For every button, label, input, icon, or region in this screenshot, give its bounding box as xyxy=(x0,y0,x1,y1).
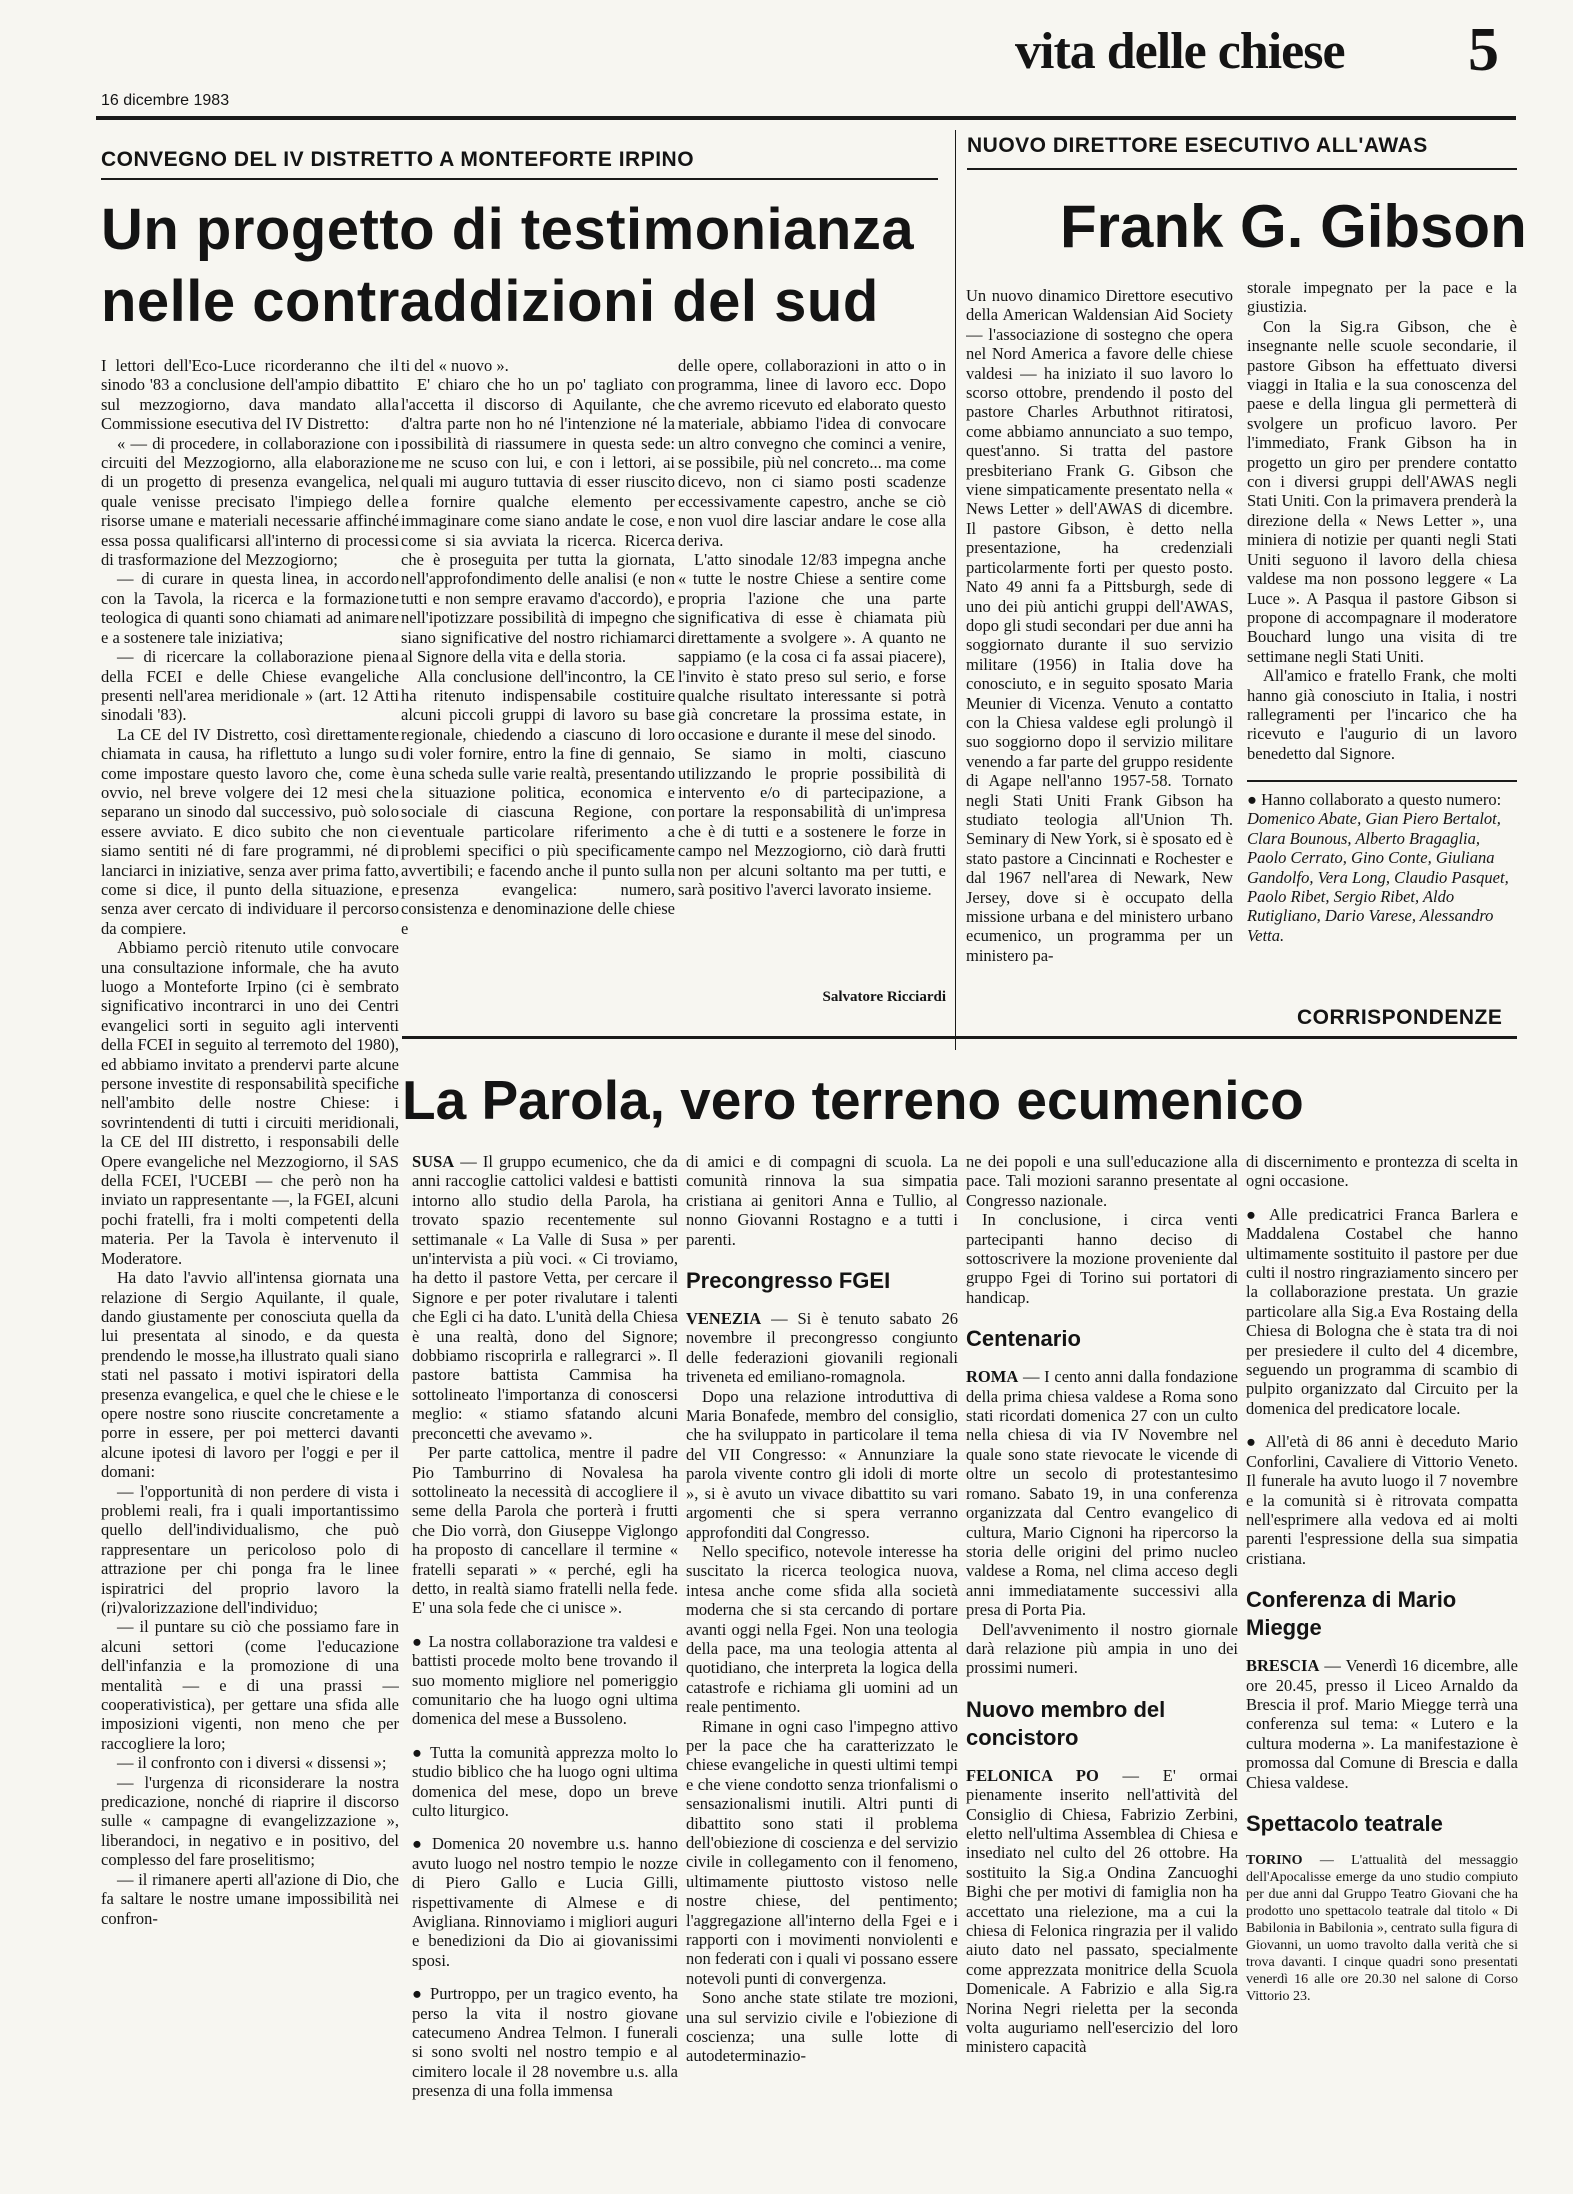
paragraph xyxy=(966,1766,1238,2057)
bullet-icon: ● xyxy=(1247,790,1262,809)
issue-date: 16 dicembre 1983 xyxy=(101,92,230,109)
article2-column-1 xyxy=(966,286,1233,1022)
bullet-paragraph xyxy=(1246,1432,1518,1568)
paragraph: Alla conclusione dell'incontro, la CE ha ritenuto indispensabile costituire alcuni piccoli gruppi di lavoro su base regionale, chiedendo a ciascuno di loro di voler fornire, entro la fine di gennaio, una scheda sulle varie realtà, presentando la situazione politica, economica e sociale di ciascuna Regione, con eventuale particolare riferimento a problemi specifici o più specificamente avvertibili; e facendo anche il punto sulla presenza evangelica: numero, consistenza e denominazione delle chiese e xyxy=(401,666,675,938)
paragraph-text: — Venerdì 16 dicembre, alle ore 20.45, presso il Liceo Arnaldo da Brescia il prof. Mario Miegge terrà una conferenza sul tema: « Lutero e la cultura moderna ». La manifestazione è promossa dal Comune di Brescia e dalla Chiesa valdese. xyxy=(1246,1656,1518,1792)
dateline-place: FELONICA PO xyxy=(966,1765,1099,1785)
masthead-section-title: vita delle chiese xyxy=(1015,23,1345,80)
article3-column-4 xyxy=(1246,1152,1518,2162)
subheading: Precongresso FGEI xyxy=(686,1268,891,1294)
masthead-rule xyxy=(96,116,1516,120)
paragraph-text: Per parte cattolica, mentre il padre Pio Tamburrino di Novalesa ha sottolineato la necessità di accogliere il seme della Parola che porterà i frutti che Dio vorrà, don Giuseppe Viglongo ha proposto di cancellare il termine « fratelli separati » « perché, egli ha detto, in realtà siamo fratelli nella fede. E' una sola fede che ci unisce ». xyxy=(412,1443,678,1618)
collaborators-box xyxy=(1247,790,1517,1020)
paragraph-text: Tutta la comunità apprezza molto lo studio biblico che ha luogo ogni ultima domenica del mese, dopo un breve culto liturgico. xyxy=(412,1742,678,1820)
paragraph-text: Alle predicatrici Franca Barlera e Maddalena Costabel che hanno ultimamente sostituito il pastore per due culti il nostro ringraziamento sincero per la collaborazione prestata. Un grazie particolare alla Sig.a Eva Rostaing della Chiesa di Bologna che è stata tra di noi per presiedere il culto del 4 dicembre, seguendo un programma di scambio di pulpito organizzato dal Circuito per la domenica del predicatore locale. xyxy=(1246,1204,1518,1418)
paragraph: Con la Sig.ra Gibson, che è insegnante nelle scuole secondarie, il pastore Gibson ha effettuato diversi viaggi in Italia e la sua conoscenza del paese e della lingua gli permetterà di svolgere un proficuo lavoro. Per l'immediato, Frank Gibson ha in progetto un giro per prendere contatto con i diversi gruppi dell'AWAS negli Stati Uniti. Con la primavera prenderà la direzione della « News Letter », una miniera di notizie per quanti negli Stati Uniti seguono il lavoro della chiesa valdese ma non possono leggere « La Luce ». A Pasqua il pastore Gibson si propone di accompagnare il moderatore Bouchard lungo una visita di tre settimane negli Stati Uniti. xyxy=(1247,316,1517,666)
paragraph-text: ne dei popoli e una sull'educazione alla pace. Tali mozioni saranno presentate al Congresso nazionale. xyxy=(966,1152,1238,1210)
paragraph-text: — L'attualità del messaggio dell'Apocalisse emerge da uno studio compiuto per due anni dal Gruppo Teatro Giovani che ha prodotto uno spettacolo teatrale dal titolo « Di Babilonia in Babilonia », centrato sulla figura di Giovanni, un uomo travolto dalla verità che si trova davanti. I cinque quadri sono presentati venerdì 16 alle ore 20.30 nel salone di Corso Vittorio 23. xyxy=(1246,1852,1518,2004)
article2-column-2 xyxy=(1247,278,1517,768)
paragraph xyxy=(1246,1152,1518,1191)
paragraph-text: Nello specifico, notevole interesse ha suscitato la ricerca teologica nuova, intesa anche come sfida alla società moderna che si sta cercando di portare avanti oggi nella Fgei. Non una teologia della pace, ma una teologia attenta al quotidiano, che interpreta la logica della catastrofe e richiama gli uomini ad un reale pentimento. xyxy=(686,1541,958,1717)
dateline-place: SUSA xyxy=(412,1152,455,1171)
dateline-place: ROMA xyxy=(966,1367,1019,1387)
paragraph: delle opere, collaborazioni in atto o in programma, linee di lavoro ecc. Dopo che avremo ricevuto ed elaborato questo materiale, abbiamo l'idea di convocare un altro convegno che cominci a venire, se possibile, più nel concreto... ma come dicevo, non ci siamo posti scadenze eccessivamente capestro, anche se ciò non vuol dire lasciar andare le cose alla deriva. xyxy=(678,356,946,550)
paragraph xyxy=(412,1443,678,1618)
paragraph: Ha dato l'avvio all'intensa giornata una relazione di Sergio Aquilante, il quale, dando giustamente per conosciuta quella da lui presentata al sinodo, e da questa prendendo le mosse,ha illustrato quali siano stati nel passato i motivi ispiratori della presenza evangelica, e quel che le chiese e le opere nostre sono riuscite concretamente a porre in essere, per poi metterci davanti alcune ipotesi di lavoro per l'oggi e per il domani: xyxy=(101,1268,399,1482)
bullet-paragraph xyxy=(412,1984,678,2100)
bullet-paragraph xyxy=(412,1834,678,1970)
paragraph: Abbiamo perciò ritenuto utile convocare una consultazione informale, che ha avuto luogo a Monteforte Irpino (ci è sembrato significativo incontrarci in uno dei Centri evangelici sorti in seguito agli interventi della FCEI in seguito al terremoto del 1980), ed abbiamo invitato a prendervi parte alcune persone investite di responsabilità specifiche nell'ambito delle nostre Chiese: i sovrintendenti di tutti i circuiti meridionali, la CE del III distretto, i responsabili delle Opere evangeliche nel Mezzogiorno, il SAS della FCEI, l'UCEBI — che però non ha inviato un rappresentante —, la FGEI, alcuni pochi fratelli, fra i molti competenti della materia. Per la Tavola è intervenuto il Moderatore. xyxy=(101,938,399,1268)
article3-section-rule xyxy=(402,1036,1517,1039)
article2-kicker: NUOVO DIRETTORE ESECUTIVO ALL'AWAS xyxy=(967,134,1428,157)
paragraph-text: Dopo una relazione introduttiva di Maria Bonafede, membro del consiglio, che ha sviluppato in particolare il tema del VII Congresso: « Annunziare la parola vivente contro gli idoli di morte », si è avuto un vivace dibattito su vari argomenti che si spera verranno approfonditi dal Congresso. xyxy=(686,1386,958,1542)
paragraph xyxy=(686,1717,958,1989)
article3-column-2 xyxy=(686,1152,958,2162)
paragraph: Un nuovo dinamico Direttore esecutivo della American Waldensian Aid Society — l'associazione di sostegno che opera nel Nord America a favore delle chiese valdesi — ha iniziato il suo lavoro lo scorso ottobre, prendendo il posto del pastore Charles Arbuthnot ritiratosi, come abbiamo annunciato a suo tempo, quest'anno. Si tratta del pastore presbiteriano Frank G. Gibson che viene simpaticamente presentato nella « News Letter » dell'AWAS di dicembre. Il pastore Gibson, è detto nella presentazione, ha credenziali particolarmente forti per questo posto. Nato 49 anni fa a Pittsburgh, sede di uno dei più antichi gruppi dell'AWAS, dopo gli studi secondari per due anni ha soggiornato durante il suo servizio militare (1956) in Italia dove ha conosciuto, e in seguito sposato Maria Meunier di Vicenza. Venuto a contatto con la Chiesa valdese egli prolungò il suo soggiorno dopo il servizio militare venendo a far parte del gruppo residente di Agape nell'anno 1957-58. Tornato negli Stati Uniti Frank Gibson ha studiato teologia all'Union Th. Seminary di New York, si è sposato ed è stato pastore a Cincinnati e Rochester e dal 1967 nell'area di Newark, New Jersey, dove si è occupato della missione urbana e del ministero urbano ecumenico, un programma per un ministero pa- xyxy=(966,286,1233,965)
dateline-place: BRESCIA xyxy=(1246,1656,1320,1676)
paragraph: I lettori dell'Eco-Luce ricorderanno che il sinodo '83 a conclusione dell'ampio dibattito sul mezzogiorno, dava mandato alla Commissione esecutiva del IV Distretto: xyxy=(101,356,399,434)
bullet-icon: ● xyxy=(1246,1204,1264,1224)
paragraph-text: — Il gruppo ecumenico, che da anni raccoglie cattolici valdesi e battisti intorno allo studio della Parola, ha trovato spazio recentemente sul settimanale « La Valle di Susa » per un'intervista a più voci. « Ci troviamo, ha detto il pastore Vetta, per cercare il Signore e per poter rivalutare i talenti che Egli ci ha dato. L'unità della Chiesa è una realtà, dono del Signore; dobbiamo riscoprirla e rallegrarci ». Il pastore battista Cammisa ha sottolineato l'importanza di conoscersi meglio: « stiamo sfatando alcuni preconcetti che avevamo ». xyxy=(412,1152,678,1443)
collaborators-rule-top xyxy=(1247,780,1517,782)
paragraph xyxy=(966,1210,1238,1307)
paragraph xyxy=(686,1988,958,2066)
paragraph-text: di discernimento e prontezza di scelta in ogni occasione. xyxy=(1246,1152,1518,1191)
article3-headline: La Parola, vero terreno ecumenico xyxy=(402,1069,1304,1131)
paragraph: Se siamo in molti, ciascuno utilizzando le proprie possibilità di intervento e/o di partecipazione, a portare la responsabilità di un'impresa che è di tutti e a sostenere le forze in campo nel Mezzogiorno, ciò darà frutti non per alcuni soltanto ma per tutti, e sarà positivo l'averci lavorato insieme. xyxy=(678,744,946,899)
bullet-icon: ● xyxy=(1246,1432,1260,1452)
article3-column-1 xyxy=(412,1152,678,2162)
bullet-icon: ● xyxy=(412,1742,424,1762)
bullet-paragraph xyxy=(1246,1205,1518,1418)
article2-headline: Frank G. Gibson xyxy=(1060,193,1527,260)
paragraph: — il rimanere aperti all'azione di Dio, che fa saltare le nostre umane impossibilità nei confron- xyxy=(101,1869,399,1928)
article-separator xyxy=(955,130,956,1050)
paragraph-text: Purtroppo, per un tragico evento, ha perso la vita il nostro giovane catecumeno Andrea Telmon. I funerali si sono svolti nel nostro tempio e al cimitero locale il 28 novembre u.s. alla presenza di una folla immensa xyxy=(412,1984,678,2101)
paragraph xyxy=(686,1387,958,1542)
page-number: 5 xyxy=(1468,16,1499,84)
article1-signature: Salvatore Ricciardi xyxy=(822,989,946,1005)
paragraph: — l'opportunità di non perdere di vista i problemi reali, fra i quali importantissimo quello dell'individualismo, che può rappresentare un pericoloso polo di attrazione per chi ponga fra le linee ispiratrici del proprio lavoro la (ri)valorizzazione dell'individuo; xyxy=(101,1481,399,1617)
paragraph: La CE del IV Distretto, così direttamente chiamata in causa, ha riflettuto a lungo su come impostare questo lavoro che, come è ovvio, nel breve volgere dei 12 mesi che separano un sinodo dal successivo, può solo essere avviato. E dico subito che non ci siamo sentiti né di fare programmi, né di lanciarci in iniziative, senza aver prima fatto, come si dice, il punto della situazione, e senza aver cercato di individuare il percorso da compiere. xyxy=(101,724,399,938)
article3-column-3 xyxy=(966,1152,1238,2162)
paragraph: — il puntare su ciò che possiamo fare in alcuni settori (come l'educazione dell'infanzia e la promozione di una mentalità — e di una prassi — cooperativistica), per gettare una sfida alle imposizioni vigenti, non meno che per raccogliere la loro; xyxy=(101,1617,399,1753)
paragraph-text: — I cento anni dalla fondazione della prima chiesa valdese a Roma sono stati ricordati domenica 27 con un culto nella chiesa di via IV Novembre nel quale sono state rievocate le vicende di oltre un secolo di protestantesimo romano. Sabato 19, in una conferenza organizzata dal Centro evangelico di cultura, Mario Cignoni ha ripercorso la storia delle origini del primo nucleo valdese a Roma, nel clima acceso degli anni immediatamente successivi alla presa di Porta Pia. xyxy=(966,1367,1238,1620)
paragraph-text: Rimane in ogni caso l'impegno attivo per la pace che ha caratterizzato le chiese evangeliche in questi ultimi tempi e che viene condotto senza trionfalismi o sensazionalismi inutili. Altri punti di dibattito sono stati il problema dell'obiezione di coscienza e del servizio civile in collegamento con il fenomeno, ultimamente piuttosto vistoso nelle nostre chiese, del pentimento; l'aggregazione all'interno della Fgei e i rapporti con i movimenti nonviolenti e non federati con i quali vi possano essere notevoli punti di convergenza. xyxy=(686,1716,958,1988)
paragraph: — di curare in questa linea, in accordo con la Tavola, la ricerca e la formazione teologica di quanti sono chiamati ad animare e a sostenere tale iniziativa; xyxy=(101,569,399,647)
article2-kicker-rule xyxy=(967,168,1517,170)
article1-column-1 xyxy=(101,356,399,2164)
collaborators-lead: Hanno collaborato a questo numero: xyxy=(1261,790,1502,809)
bullet-paragraph xyxy=(412,1632,678,1729)
paragraph xyxy=(1246,1656,1518,1792)
bullet-icon: ● xyxy=(412,1631,423,1651)
subheading: Conferenza di Mario Miegge xyxy=(1246,1587,1457,1641)
paragraph: E' chiaro che ho un po' tagliato con l'accetta il discorso di Aquilante, che d'altra parte non ho né l'intenzione né la possibilità di riassumere in questa sede: me ne scuso con lui, e con i lettori, ai quali mi auguro tuttavia di esser riuscito a fornire qualche elemento per immaginare come siano andate le cose, e come si sia avviata la ricerca. Ricerca che è proseguita per tutta la giornata, nell'approfondimento delle analisi (e non tutti e non sempre eravamo d'accordo), e nell'ipotizzare possibilità di impegno che siano significative del nostro richiamarci al Signore della vita e della storia. xyxy=(401,375,675,667)
paragraph-text: All'età di 86 anni è deceduto Mario Conforlini, Cavaliere di Vittorio Veneto. Il funerale ha avuto luogo il 7 novembre e la comunità si è ritrovata compatta nell'esprimere alla vedova ed ai molti parenti l'espressione della sua simpatia cristiana. xyxy=(1246,1432,1518,1568)
article1-column-3 xyxy=(678,356,946,996)
paragraph: All'amico e fratello Frank, che molti hanno già conosciuto in Italia, i nostri rallegramenti per l'incarico che ha ricevuto e l'augurio di un lavoro benedetto dal Signore. xyxy=(1247,666,1517,763)
paragraph xyxy=(412,1152,678,1443)
paragraph xyxy=(686,1542,958,1717)
bullet-icon: ● xyxy=(412,1834,426,1854)
article1-headline-line1: Un progetto di testimonianza xyxy=(101,197,915,262)
subheading: Centenario xyxy=(966,1326,1081,1352)
article3-section-label: CORRISPONDENZE xyxy=(1297,1006,1503,1029)
subheading: Nuovo membro del concistoro xyxy=(966,1696,1166,1750)
dateline-place: TORINO xyxy=(1246,1852,1303,1868)
paragraph: L'atto sinodale 12/83 impegna anche « tutte le nostre Chiese a sentire come propria l'azione che una parte significativa di esse è chiamata più direttamente a svolgere ». A quanto ne sappiamo (e la cosa ci fa assai piacere), l'invito è stato preso sul serio, e forse qualche risultato interessante si potrà già concretare la prossima estate, in occasione e durante il mese del sinodo. xyxy=(678,550,946,744)
paragraph xyxy=(966,1152,1238,1210)
paragraph xyxy=(686,1309,958,1387)
paragraph-text: — E' ormai pienamente inserito nell'attività del Consiglio di Chiesa, Fabrizio Zerbini, eletto nell'ultima Assemblea di Chiesa e insediato nel culto del 26 ottobre. Ha sostituito la Sig.a Ondina Zancuoghi Bighi che per motivi di famiglia non ha accettato una rielezione, ma a cui la chiesa di Felonica ringrazia per il valido aiuto dato nel passato, specialmente come apprezzata monitrice della Scuola Domenicale. A Fabrizio e alla Sig.ra Norina Negri rieletta per la seconda volta auguriamo nell'esercizio del loro ministero capacità xyxy=(966,1765,1238,2057)
article1-kicker: CONVEGNO DEL IV DISTRETTO A MONTEFORTE IRPINO xyxy=(101,148,695,171)
subheading: Spettacolo teatrale xyxy=(1246,1810,1443,1836)
paragraph: storale impegnato per la pace e la giustizia. xyxy=(1247,278,1517,317)
paragraph-text: — Si è tenuto sabato 26 novembre il precongresso congiunto delle federazioni giovanili regionali triveneta ed emiliano-romagnola. xyxy=(686,1309,958,1387)
dateline-place: VENEZIA xyxy=(686,1309,762,1329)
article1-column-2 xyxy=(401,356,675,1036)
paragraph-text: di amici e di compagni di scuola. La comunità rinnova la sua simpatia cristiana ai genitori Anna e Tullio, al nonno Giovanni Rostagno e a tutti i parenti. xyxy=(686,1152,958,1249)
paragraph-text: Dell'avvenimento il nostro giornale darà relazione più ampia in uno dei prossimi numeri. xyxy=(966,1619,1238,1678)
paragraph: — di ricercare la collaborazione piena della FCEI e delle Chiese evangeliche presenti nell'area meridionale » (art. 12 Atti sinodali '83). xyxy=(101,647,399,725)
paragraph: « — di procedere, in collaborazione con i circuiti del Mezzogiorno, alla elaborazione di un progetto di presenza evangelica, nel quale venisse precisato l'impiego delle risorse umane e materiali necessarie affinché essa possa qualificarsi all'interno di processi di trasformazione del Mezzogiorno; xyxy=(101,433,399,570)
bullet-paragraph xyxy=(412,1743,678,1821)
bullet-icon: ● xyxy=(412,1984,425,2004)
paragraph xyxy=(686,1152,958,1249)
paragraph: — l'urgenza di riconsiderare la nostra predicazione, nonché di riaprire il discorso sulle « campagne di evangelizzazione », liberandoci, in negativo e in positivo, del complesso del fare proselitismo; xyxy=(101,1772,399,1870)
paragraph xyxy=(1246,1852,1518,2005)
paragraph: — il confronto con i diversi « dissensi »; xyxy=(117,1753,387,1773)
paragraph-text: Domenica 20 novembre u.s. hanno avuto luogo nel nostro tempio le nozze di Piero Gallo e Lucia Gilli, rispettivamente di Almese e di Avigliana. Rinnoviamo i migliori auguri e benedizioni da Dio ai giovanissimi sposi. xyxy=(412,1834,678,1970)
paragraph xyxy=(966,1620,1238,1678)
article1-headline-line2: nelle contraddizioni del sud xyxy=(101,269,879,334)
paragraph: ti del « nuovo ». xyxy=(401,356,509,375)
collaborators-names: Domenico Abate, Gian Piero Bertalot, Clara Bounous, Alberto Bragaglia, Paolo Cerrato, Gino Conte, Giuliana Gandolfo, Vera Long, Claudio Pasquet, Paolo Ribet, Sergio Ribet, Aldo Rutigliano, Dario Varese, Alessandro Vetta. xyxy=(1247,809,1509,945)
paragraph xyxy=(966,1367,1238,1619)
paragraph-text: In conclusione, i circa venti partecipanti hanno deciso di sottoscrivere la mozione proveniente dal gruppo Fgei di Torino sui portatori di handicap. xyxy=(966,1210,1238,1307)
paragraph-text: Sono anche state stilate tre mozioni, una sul servizio civile e l'obiezione di coscienza; una sulle lotte di autodeterminazio- xyxy=(686,1988,958,2066)
article1-kicker-rule xyxy=(101,178,938,180)
paragraph-text: La nostra collaborazione tra valdesi e battisti procede molto bene trovando il suo momento migliore nel pomeriggio comunitario che ha luogo ogni ultima domenica del mese a Bussoleno. xyxy=(412,1631,678,1729)
